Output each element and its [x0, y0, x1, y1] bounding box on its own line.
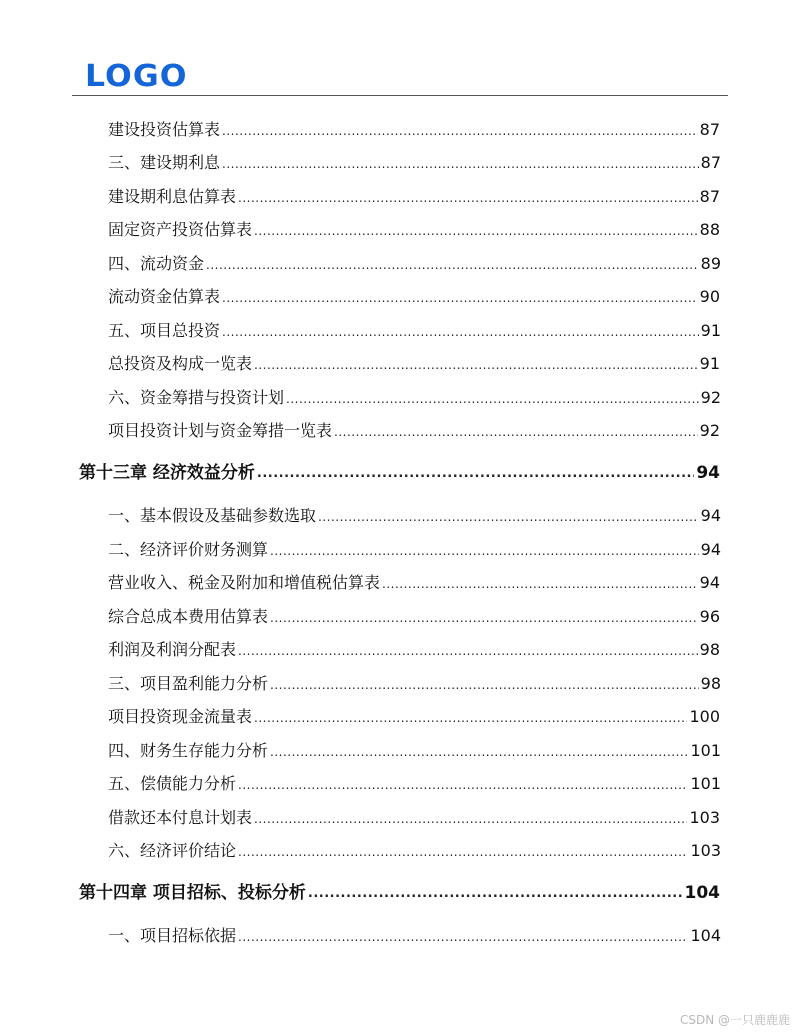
toc-entry-number: 三、 [108, 674, 141, 693]
toc-entry[interactable] [0, 670, 800, 694]
toc-entry[interactable] [0, 116, 800, 140]
toc-entry-title: 营业收入、税金及附加和增值税估算表 [108, 573, 381, 592]
toc-leader-dots [318, 509, 699, 525]
toc-entry-title: 利润及利润分配表 [108, 640, 237, 659]
toc-leader-dots [254, 223, 698, 239]
toc-leader-dots [222, 123, 698, 139]
toc-entry[interactable] [0, 183, 800, 207]
toc-leader-dots [222, 156, 699, 172]
toc-leader-dots [308, 886, 683, 902]
toc-page-number: 91 [700, 321, 721, 340]
toc-entry-title: 第十四章 项目招标、投标分析 [79, 883, 306, 903]
toc-leader-dots [270, 543, 699, 559]
toc-entry-number: 四、 [108, 254, 141, 273]
toc-page-number: 101 [690, 741, 721, 760]
toc-entry[interactable] [0, 804, 800, 828]
toc-leader-dots [238, 844, 688, 860]
toc-entry-title: 固定资产投资估算表 [108, 220, 253, 239]
toc-entry-title: 经济评价财务测算 [140, 540, 269, 559]
toc-entry-title: 偿债能力分析 [140, 774, 237, 793]
toc-leader-dots [334, 424, 698, 440]
toc-entry-title: 建设投资估算表 [108, 120, 221, 139]
toc-entry-title: 总投资及构成一览表 [108, 354, 253, 373]
toc-entry[interactable] [0, 922, 800, 946]
toc-entry[interactable] [0, 283, 800, 307]
toc-leader-dots [254, 710, 687, 726]
toc-entry-title: 项目投资计划与资金筹措一览表 [108, 421, 333, 440]
toc-page-number: 104 [684, 883, 720, 903]
toc-entry-number: 三、 [108, 153, 141, 172]
toc-entry-number: 二、 [108, 540, 141, 559]
toc-page-number: 103 [690, 841, 721, 860]
toc-page-number: 87 [699, 187, 720, 206]
toc-leader-dots [238, 929, 688, 945]
toc-entry-number: 五、 [108, 321, 141, 340]
toc-entry[interactable] [0, 569, 800, 593]
toc-entry[interactable] [0, 384, 800, 408]
toc-page-number: 92 [699, 421, 720, 440]
toc-entry-title: 项目投资现金流量表 [108, 707, 253, 726]
toc-leader-dots [270, 610, 698, 626]
header-divider [72, 95, 728, 96]
toc-entry-number: 六、 [108, 388, 141, 407]
toc-page-number: 101 [690, 774, 721, 793]
toc-entry[interactable] [0, 703, 800, 727]
toc-entry-number: 五、 [108, 774, 141, 793]
toc-page-number: 94 [699, 573, 720, 592]
toc-page-number: 94 [700, 506, 721, 525]
toc-page-number: 88 [699, 220, 720, 239]
toc-entry-title: 建设期利息估算表 [108, 187, 237, 206]
toc-page-number: 94 [700, 540, 721, 559]
toc-entry-title: 项目盈利能力分析 [140, 674, 269, 693]
toc-leader-dots [257, 466, 694, 482]
toc-page-number: 90 [699, 287, 720, 306]
toc-page-number: 91 [699, 354, 720, 373]
toc-page-number: 87 [700, 153, 721, 172]
toc-page-number: 89 [700, 254, 721, 273]
toc-page-number: 92 [700, 388, 721, 407]
toc-entry[interactable] [0, 770, 800, 794]
toc-entry-number: 四、 [108, 741, 141, 760]
toc-leader-dots [270, 744, 688, 760]
toc-leader-dots [270, 677, 699, 693]
toc-chapter-entry[interactable] [0, 459, 800, 483]
toc-entry-title: 资金筹措与投资计划 [140, 388, 285, 407]
toc-page-number: 103 [689, 808, 720, 827]
toc-leader-dots [254, 357, 698, 373]
toc-leader-dots [238, 190, 698, 206]
toc-entry-number: 一、 [108, 926, 141, 945]
toc-leader-dots [206, 257, 699, 273]
toc-page-number: 104 [690, 926, 721, 945]
toc-entry[interactable] [0, 636, 800, 660]
toc-page-number: 94 [696, 463, 720, 483]
toc-entry-number: 一、 [108, 506, 141, 525]
toc-entry[interactable] [0, 502, 800, 526]
toc-leader-dots [238, 777, 688, 793]
toc-entry[interactable] [0, 250, 800, 274]
toc-entry-title: 第十三章 经济效益分析 [79, 463, 255, 483]
toc-entry-title: 经济评价结论 [140, 841, 237, 860]
logo: LOGO [85, 59, 188, 94]
toc-entry[interactable] [0, 350, 800, 374]
toc-entry[interactable] [0, 149, 800, 173]
toc-entry-title: 流动资金 [140, 254, 205, 273]
toc-entry-title: 流动资金估算表 [108, 287, 221, 306]
toc-leader-dots [222, 324, 699, 340]
toc-entry-number: 六、 [108, 841, 141, 860]
toc-leader-dots [238, 643, 698, 659]
toc-entry[interactable] [0, 603, 800, 627]
toc-entry-title: 项目总投资 [140, 321, 221, 340]
toc-entry-title: 财务生存能力分析 [140, 741, 269, 760]
toc-leader-dots [254, 811, 687, 827]
toc-entry[interactable] [0, 837, 800, 861]
toc-leader-dots [286, 391, 699, 407]
toc-page-number: 98 [700, 674, 721, 693]
toc-page-number: 98 [699, 640, 720, 659]
toc-entry-title: 借款还本付息计划表 [108, 808, 253, 827]
toc-page-number: 96 [699, 607, 720, 626]
toc-chapter-entry[interactable] [0, 879, 800, 903]
toc-entry[interactable] [0, 317, 800, 341]
toc-entry[interactable] [0, 216, 800, 240]
toc-leader-dots [382, 576, 698, 592]
toc-entry-title: 项目招标依据 [140, 926, 237, 945]
watermark: CSDN @一只鹿鹿鹿 [679, 1013, 790, 1027]
toc-page-number: 87 [699, 120, 720, 139]
toc-entry[interactable] [0, 417, 800, 441]
toc-entry-title: 基本假设及基础参数选取 [140, 506, 317, 525]
toc-leader-dots [222, 290, 698, 306]
toc-entry-title: 综合总成本费用估算表 [108, 607, 269, 626]
toc-entry[interactable] [0, 536, 800, 560]
toc-entry[interactable] [0, 737, 800, 761]
toc-entry-title: 建设期利息 [140, 153, 221, 172]
toc-page-number: 100 [689, 707, 720, 726]
